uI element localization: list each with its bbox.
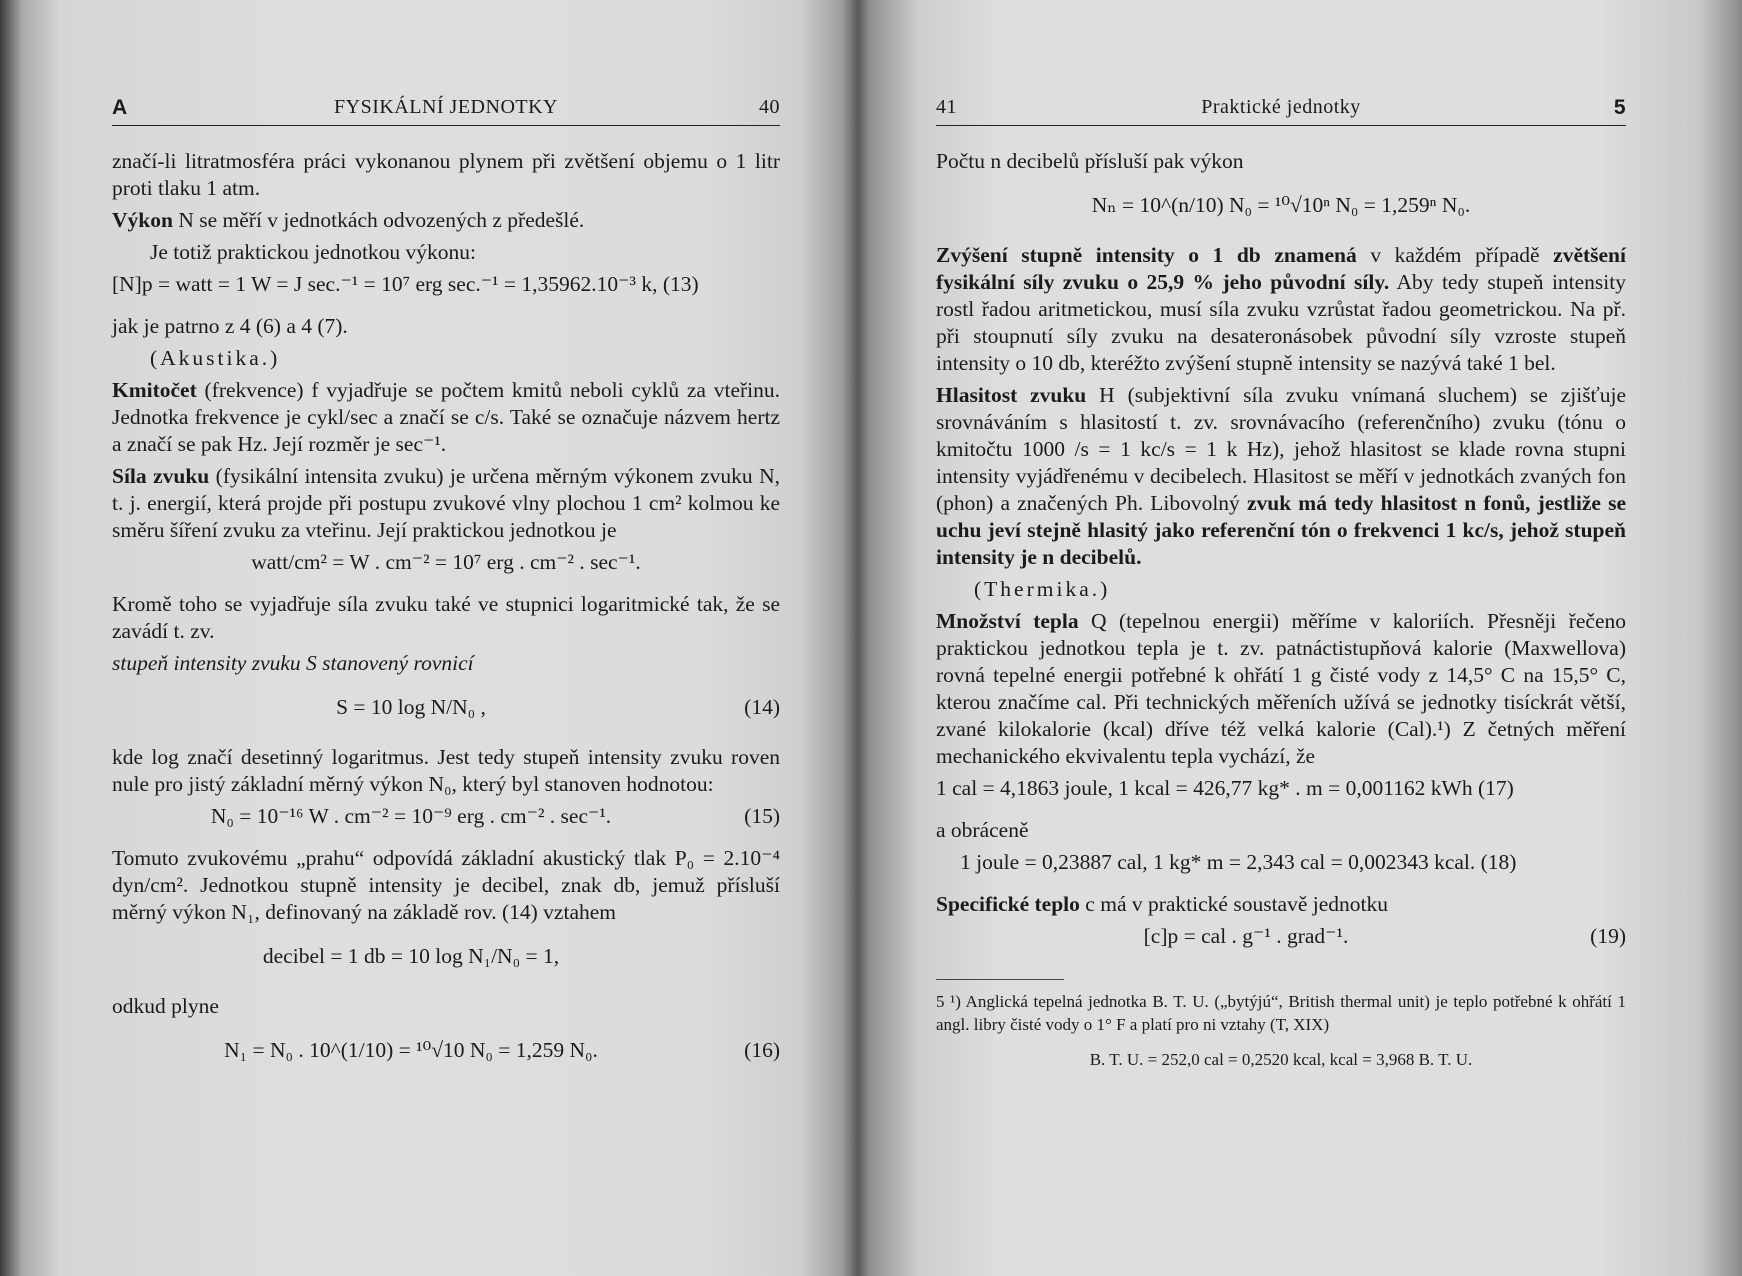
equation-13	[112, 271, 780, 305]
right-page-header	[936, 96, 1626, 126]
equation-18	[936, 849, 1626, 883]
running-title: FYSIKÁLNÍ JEDNOTKY	[334, 96, 558, 118]
running-title: Praktické jednotky	[1201, 96, 1361, 118]
paragraph	[936, 382, 1626, 571]
right-page-body	[936, 148, 1626, 1073]
equation-text: Nₙ = 10^(n/10) N₀ = ¹⁰√10ⁿ N₀ = 1,259ⁿ N₀.	[1091, 193, 1471, 217]
equation-nn	[936, 180, 1626, 234]
paragraph: kde log značí desetinný logaritmus. Jest tedy stupeň intensity zvuku roven nule pro jistý základní měrný výkon N₀, který byl stanoven hodnotou:	[112, 745, 780, 796]
section-heading: (Thermika.)	[974, 577, 1111, 601]
paragraph-text: H (subjektivní síla zvuku vnímaná sluchem) se zjišťuje srovnáváním s hlasitostí t. zv. srovnávacího (referenčního) zvuku (tónu o kmitočtu 1000 /s = 1 kc/s = 1 k Hz), jehož hlasitost se klade rovna stupni intensity vyjádřenému v decibelech. Hlasitost se měří v jednotkách zvaných fon (phon) a značených Ph. Libovolný	[936, 383, 1627, 515]
paragraph-text: v každém případě	[1356, 243, 1554, 267]
equation-text: 1 joule = 0,23887 cal, 1 kg* m = 2,343 cal = 0,002343 kcal. (18)	[960, 850, 1517, 874]
equation-number: (14)	[744, 695, 780, 719]
equation-watt	[112, 549, 780, 583]
equation-text: decibel = 1 db = 10 log N₁/N₀ = 1,	[262, 944, 560, 968]
paragraph: značí-li litratmosféra práci vykonanou plynem při zvětšení objemu o 1 litr proti tlaku 1 atm.	[112, 149, 780, 200]
equation-text: watt/cm² = W . cm⁻² = 10⁷ erg . cm⁻² . sec⁻¹.	[251, 550, 641, 574]
equation-14	[112, 682, 780, 736]
footnote-equation: B. T. U. = 252,0 cal = 0,2520 kcal, kcal = 3,968 B. T. U.	[1089, 1050, 1473, 1069]
paragraph-text: Q (tepelnou energii) měříme v kaloriích. Přesněji řečeno praktickou jednotkou tepla je t. zv. patnáctistupňová kalorie (Maxwellova) rovná tepelné energii potřebné k ohřátí 1 g čisté vody z 14,5° C na 15,5° C, kterou značíme cal. Při technických měřeních užívá se jednotky tisíckrát větší, zvané kilokalorie (kcal) dříve též velká kalorie (Cal).¹) Z četných měření mechanického ekvivalentu tepla vychází, že	[936, 609, 1626, 768]
page-number: 40	[759, 96, 780, 118]
paragraph	[936, 891, 1626, 918]
equation-16	[112, 1025, 780, 1079]
equation-decibel	[112, 931, 780, 985]
equation-15	[112, 803, 780, 837]
left-page-body	[112, 148, 780, 1087]
paragraph	[112, 463, 780, 544]
equation-19	[936, 923, 1626, 957]
equation-text: N₁ = N₀ . 10^(1/10) = ¹⁰√10 N₀ = 1,259 N₀.	[224, 1038, 598, 1062]
equation-17	[936, 775, 1626, 809]
term: Kmitočet	[112, 378, 197, 402]
footnote-divider	[936, 979, 1064, 980]
footnote: 5 ¹) Anglická tepelná jednotka B. T. U. („bytýjú“, British thermal unit) je teplo potřebné k ohřátí 1 angl. libry čisté vody o 1° F a platí pro ni vztahy (T, XIX)	[936, 992, 1626, 1034]
paragraph-text: stupeň intensity zvuku S stanovený rovnicí	[112, 651, 474, 675]
paragraph	[112, 650, 780, 677]
term: Specifické teplo	[936, 892, 1080, 916]
page-number: 41	[936, 96, 957, 118]
term: Množství tepla	[936, 609, 1079, 633]
paragraph	[936, 608, 1626, 770]
term: Síla zvuku	[112, 464, 210, 488]
paragraph: Kromě toho se vyjadřuje síla zvuku také ve stupnici logaritmické tak, že se zavádí t. zv.	[112, 592, 780, 643]
paragraph-text: (frekvence) f vyjadřuje se počtem kmitů neboli cyklů za vteřinu. Jednotka frekvence je cykl/sec a značí se c/s. Také se označuje názvem hertz a značí se pak Hz. Její rozměr je sec⁻¹.	[112, 378, 780, 456]
equation-text: [N]p = watt = 1 W = J sec.⁻¹ = 10⁷ erg sec.⁻¹ = 1,35962.10⁻³ k, (13)	[112, 272, 699, 296]
equation-text: [c]p = cal . g⁻¹ . grad⁻¹.	[1143, 924, 1349, 948]
paragraph-text: (fysikální intensita zvuku) je určena měrným výkonem zvuku N, t. j. energií, která projde při postupu zvukové vlny plochou 1 cm² kolmou ke směru šíření zvuku za vteřinu. Její praktickou jednotkou je	[112, 464, 780, 542]
bold-text: zvětšení fysikální síly zvuku o 25,9 % jeho původní síly.	[936, 243, 1626, 294]
left-page-header	[112, 96, 780, 126]
paragraph	[112, 377, 780, 458]
paragraph: Tomuto zvukovému „prahu“ odpovídá základní akustický tlak P₀ = 2.10⁻⁴ dyn/cm². Jednotkou stupně intensity je decibel, znak db, jemuž přísluší měrný výkon N₁, definovaný na základě rov. (14) vztahem	[112, 846, 780, 924]
section-heading: (Akustika.)	[150, 346, 281, 370]
equation-text: 1 cal = 4,1863 joule, 1 kcal = 426,77 kg* . m = 0,001162 kWh (17)	[936, 776, 1514, 800]
section-number: 5	[1613, 96, 1626, 119]
paragraph-text: N se měří v jednotkách odvozených z předešlé.	[172, 208, 585, 232]
bold-text: Zvýšení stupně intensity o 1 db znamená	[936, 243, 1357, 267]
paragraph	[936, 242, 1626, 377]
paragraph-text: c má v praktické soustavě jednotku	[1079, 892, 1388, 916]
term: Výkon	[112, 208, 173, 232]
equation-number: (19)	[1590, 924, 1626, 948]
equation-text: N₀ = 10⁻¹⁶ W . cm⁻² = 10⁻⁹ erg . cm⁻² . sec⁻¹.	[210, 804, 612, 828]
paragraph: odkud plyne	[112, 994, 219, 1018]
paragraph: a obráceně	[936, 818, 1029, 842]
bold-text: zvuk má tedy hlasitost n fonů, jestliže se uchu jeví stejně hlasitý jako referenční tón o frekvenci 1 kc/s, jehož stupeň intensity je n decibelů.	[936, 491, 1626, 569]
equation-text: S = 10 log N/N₀ ,	[336, 695, 486, 719]
paragraph	[112, 207, 780, 234]
section-letter: A	[112, 96, 128, 119]
equation-number: (15)	[744, 804, 780, 828]
paragraph: Je totiž praktickou jednotkou výkonu:	[150, 240, 477, 264]
term: Hlasitost zvuku	[936, 383, 1087, 407]
paragraph: jak je patrno z 4 (6) a 4 (7).	[112, 314, 348, 338]
equation-number: (16)	[744, 1038, 780, 1062]
paragraph-text: Aby tedy stupeň intensity rostl řadou aritmetickou, musí síla zvuku vzrůstat řadou geometrickou. Na př. při stoupnutí síly zvuku na desateronásobek původní síly vzroste stupeň intensity o 10 db, kteréžto zvýšení stupně intensity se nazývá také 1 bel.	[936, 270, 1626, 375]
paragraph: Počtu n decibelů přísluší pak výkon	[936, 149, 1244, 173]
